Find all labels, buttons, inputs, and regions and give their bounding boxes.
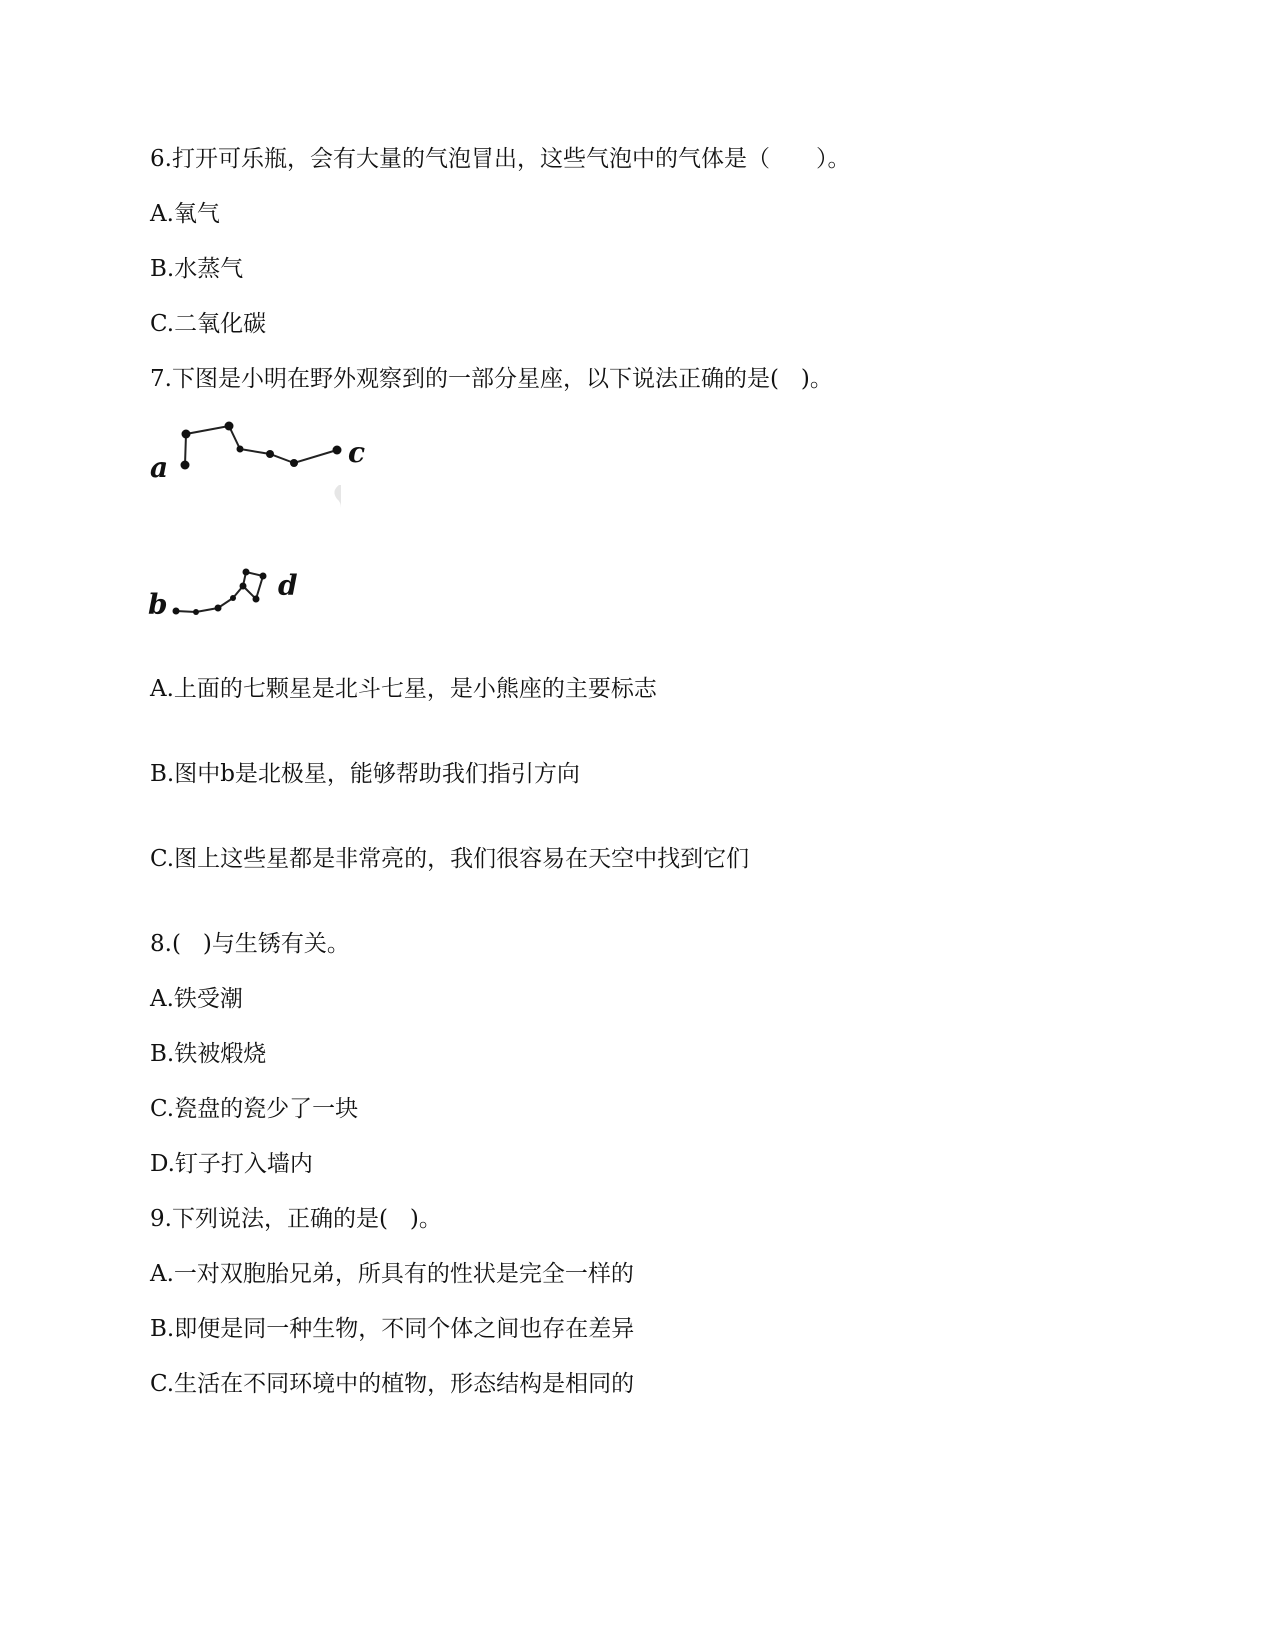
question-9-option-a: A.一对双胞胎兄弟，所具有的性状是完全一样的 [150, 1261, 634, 1287]
lower-constellation-stars [173, 569, 267, 616]
question-8-option-a: A.铁受潮 [150, 986, 243, 1012]
upper-constellation-stars [181, 422, 342, 470]
question-8-option-c: C.瓷盘的瓷少了一块 [150, 1096, 359, 1122]
question-6-option-b: B.水蒸气 [150, 256, 244, 282]
question-7-option-b: B.图中b是北极星，能够帮助我们指引方向 [150, 761, 580, 787]
question-8-option-b: B.铁被煅烧 [150, 1041, 267, 1067]
question-6-stem: 6.打开可乐瓶，会有大量的气泡冒出，这些气泡中的气体是（ ）。 [150, 146, 851, 172]
question-8-stem: 8.( )与生锈有关。 [150, 931, 350, 957]
label-c: c [348, 436, 366, 469]
label-a: a [150, 451, 169, 484]
question-9-option-b: B.即便是同一种生物，不同个体之间也存在差异 [150, 1316, 635, 1342]
question-6-option-c: C.二氧化碳 [150, 311, 267, 337]
question-9-stem: 9.下列说法，正确的是( )。 [150, 1206, 442, 1232]
faint-mark [334, 485, 341, 508]
question-6-option-a: A.氧气 [150, 201, 220, 227]
question-7-option-a: A.上面的七颗星是北斗七星，是小熊座的主要标志 [150, 676, 657, 702]
upper-constellation [185, 426, 337, 465]
question-9-option-c: C.生活在不同环境中的植物，形态结构是相同的 [150, 1371, 635, 1397]
question-7-option-c: C.图上这些星都是非常亮的，我们很容易在天空中找到它们 [150, 846, 750, 872]
constellation-figure [140, 415, 400, 655]
question-7-stem: 7.下图是小明在野外观察到的一部分星座，以下说法正确的是( )。 [150, 366, 833, 392]
label-d: d [278, 569, 298, 602]
question-8-option-d: D.钉子打入墙内 [150, 1151, 313, 1177]
label-b: b [148, 588, 168, 621]
